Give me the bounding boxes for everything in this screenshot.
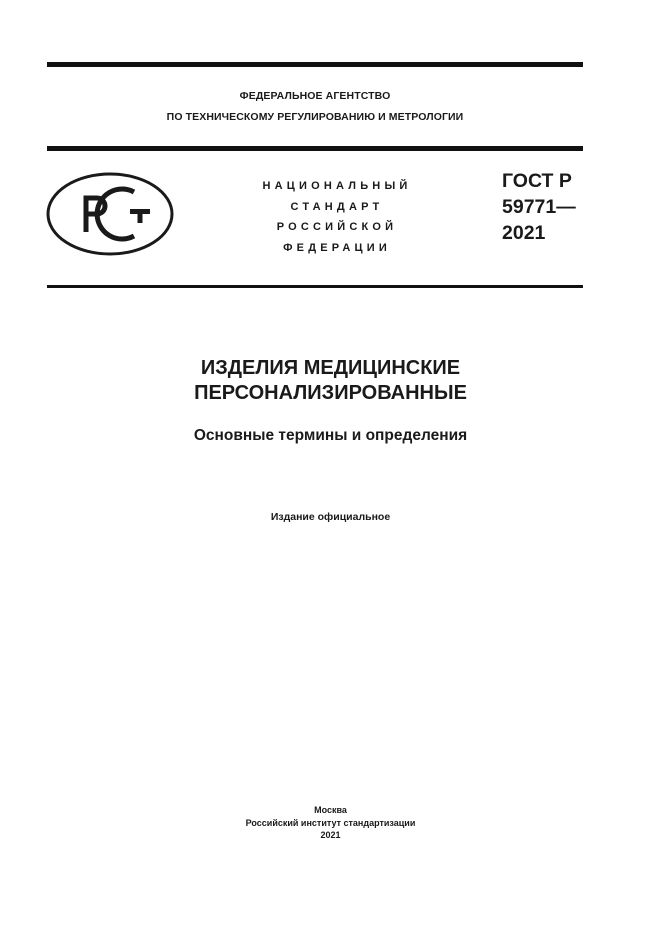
designation-line: ГОСТ Р xyxy=(502,170,572,192)
footer-publisher: Российский институт стандартизации xyxy=(245,817,416,828)
footer-city: Москва xyxy=(314,805,347,815)
document-title xyxy=(47,356,614,406)
title-line: ПЕРСОНАЛИЗИРОВАННЫЕ xyxy=(194,382,467,404)
designation-line: 59771— xyxy=(502,196,576,218)
designation-line: 2021 xyxy=(502,222,546,244)
footer-year: 2021 xyxy=(320,830,341,840)
publication-footer xyxy=(47,804,614,842)
top-rule xyxy=(47,62,583,67)
standard-designation xyxy=(502,168,576,246)
gost-r-certification-mark-icon xyxy=(46,172,174,256)
title-line: ИЗДЕЛИЯ МЕДИЦИНСКИЕ xyxy=(200,357,461,379)
agency-name-line-2: ПО ТЕХНИЧЕСКОМУ РЕГУЛИРОВАНИЮ И МЕТРОЛОГИИ xyxy=(166,111,464,123)
standard-type-block xyxy=(232,176,442,258)
edition-label: Издание официальное xyxy=(270,511,391,523)
lower-rule xyxy=(47,285,583,288)
agency-name-line-1: ФЕДЕРАЛЬНОЕ АГЕНТСТВО xyxy=(239,90,391,102)
standard-type-line: ФЕДЕРАЦИИ xyxy=(283,241,391,254)
standard-type-line: РОССИЙСКОЙ xyxy=(276,221,398,233)
standard-type-line: НАЦИОНАЛЬНЫЙ xyxy=(262,180,412,192)
document-subtitle: Основные термины и определения xyxy=(193,427,468,444)
upper-rule xyxy=(47,146,583,151)
standard-type-line: СТАНДАРТ xyxy=(290,200,384,213)
